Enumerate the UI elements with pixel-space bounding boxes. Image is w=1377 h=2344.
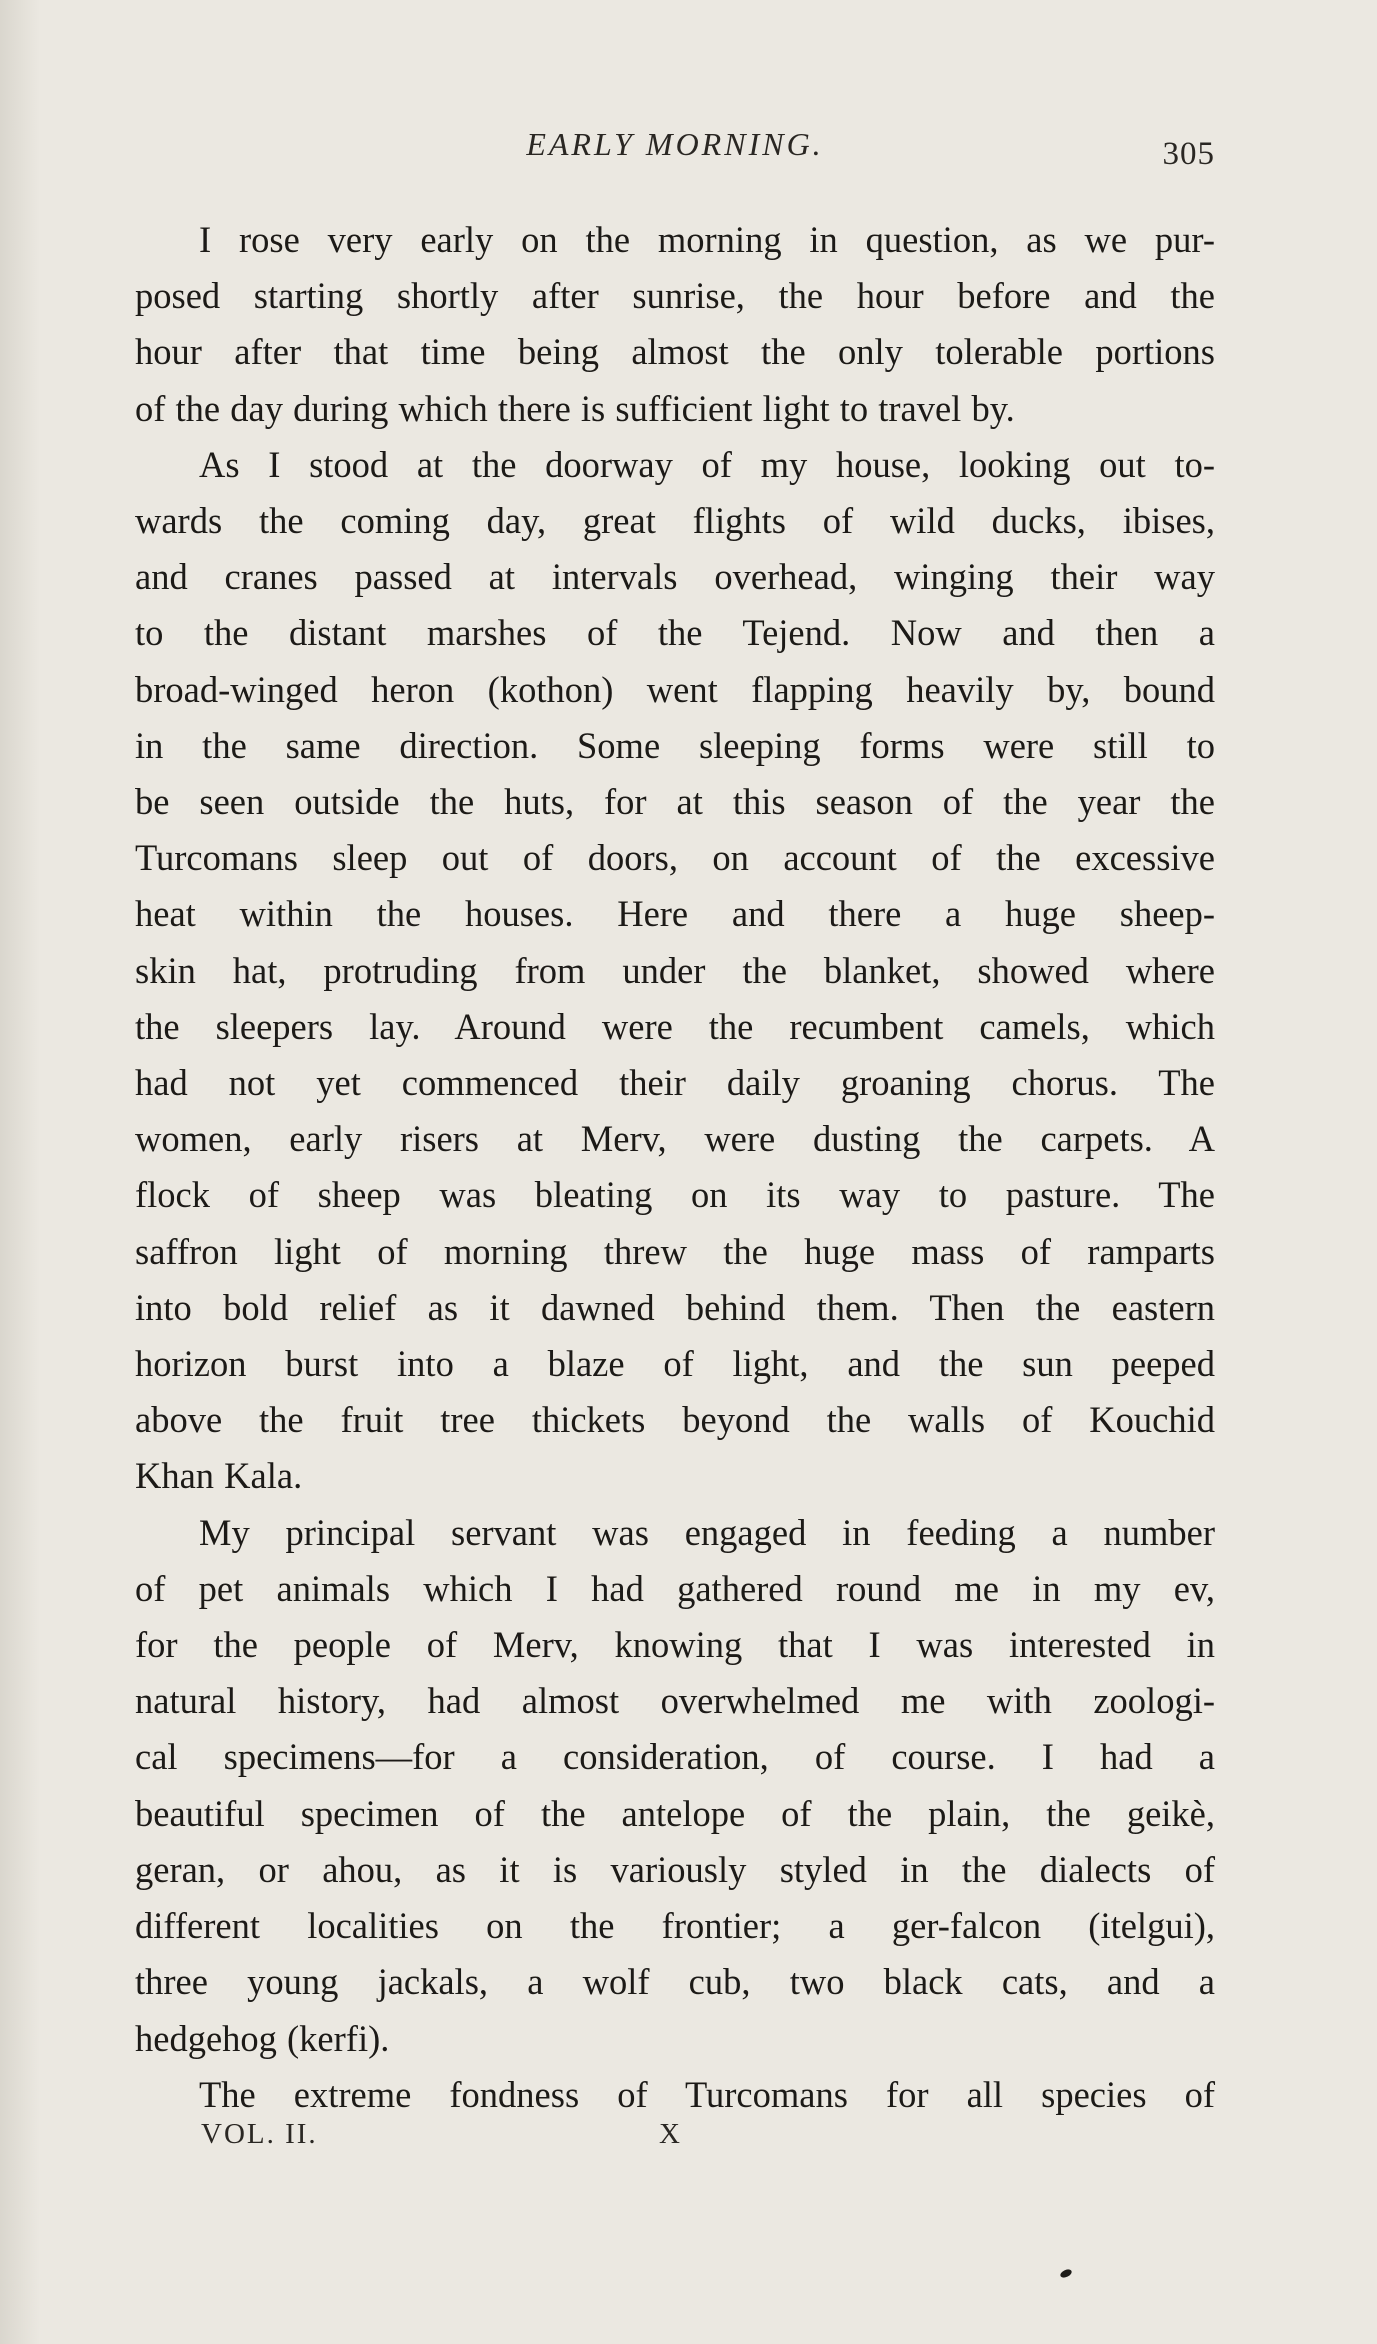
text-line: in the same direction. Some sleeping forms were still to: [135, 724, 1215, 766]
text-line: wards the coming day, great flights of wild ducks, ibises,: [135, 500, 1215, 542]
text-line: geran, or ahou, as it is variously styled in the dialects of: [135, 1848, 1215, 1890]
volume-signature: VOL. II.: [201, 2118, 318, 2150]
text-line: to the distant marshes of the Tejend. Now and then a: [135, 612, 1215, 654]
text-line: heat within the houses. Here and there a huge sheep-: [135, 893, 1215, 935]
text-line: The extreme fondness of Turcomans for all species of: [199, 2073, 1215, 2115]
page-number: 305: [1162, 136, 1215, 172]
running-title: EARLY MORNING.: [526, 126, 824, 162]
text-line: for the people of Merv, knowing that I was interested in: [135, 1624, 1215, 1666]
paragraph: [135, 2067, 1215, 2123]
text-line: natural history, had almost overwhelmed me with zoologi-: [135, 1680, 1215, 1722]
text-line: hedgehog (kerfi).: [135, 2017, 390, 2059]
text-line: had not yet commenced their daily groaning chorus. The: [135, 1062, 1215, 1104]
text-line: above the fruit tree thickets beyond the walls of Kouchid: [135, 1399, 1215, 1441]
text-line: and cranes passed at intervals overhead, winging their way: [135, 556, 1215, 598]
signature-mark: X: [659, 2118, 682, 2150]
text-line: Turcomans sleep out of doors, on account of the excessive: [135, 837, 1215, 879]
text-line: broad-winged heron (kothon) went flapping heavily by, bound: [135, 668, 1215, 710]
text-line: saffron light of morning threw the huge mass of ramparts: [135, 1230, 1215, 1272]
text-line: horizon burst into a blaze of light, and the sun peeped: [135, 1343, 1215, 1385]
text-line: be seen outside the huts, for at this season of the year the: [135, 781, 1215, 823]
text-line: I rose very early on the morning in question, as we pur-: [199, 219, 1215, 260]
paragraph: [135, 437, 1215, 1505]
text-line: beautiful specimen of the antelope of the plain, the geikè,: [135, 1792, 1215, 1834]
text-line: three young jackals, a wolf cub, two black cats, and a: [135, 1961, 1215, 2003]
body-text: [135, 212, 1215, 2123]
text-line: flock of sheep was bleating on its way to pasture. The: [135, 1174, 1215, 1216]
text-line: of pet animals which I had gathered round me in my ev,: [135, 1567, 1215, 1609]
paragraph: [135, 212, 1215, 437]
text-line: the sleepers lay. Around were the recumbent camels, which: [135, 1005, 1215, 1047]
running-head: [135, 126, 1215, 174]
text-line: different localities on the frontier; a ger-falcon (itelgui),: [135, 1905, 1215, 1947]
text-line: cal specimens—for a consideration, of course. I had a: [135, 1736, 1215, 1778]
text-line: posed starting shortly after sunrise, the hour before and the: [135, 275, 1215, 317]
page-footer: [135, 2118, 1215, 2158]
text-line: of the day during which there is sufficient light to travel by.: [135, 387, 1015, 429]
text-line: My principal servant was engaged in feeding a number: [199, 1511, 1215, 1553]
text-line: into bold relief as it dawned behind them. Then the eastern: [135, 1286, 1215, 1328]
text-line: skin hat, protruding from under the blanket, showed where: [135, 949, 1215, 991]
text-line: Khan Kala.: [135, 1455, 303, 1497]
text-line: As I stood at the doorway of my house, looking out to-: [199, 443, 1215, 485]
text-line: women, early risers at Merv, were dusting the carpets. A: [135, 1118, 1215, 1160]
page-gutter-shadow: [0, 0, 40, 2344]
text-line: hour after that time being almost the only tolerable portions: [135, 331, 1215, 373]
paragraph: [135, 1505, 1215, 2067]
ink-speck: [1059, 2268, 1073, 2279]
